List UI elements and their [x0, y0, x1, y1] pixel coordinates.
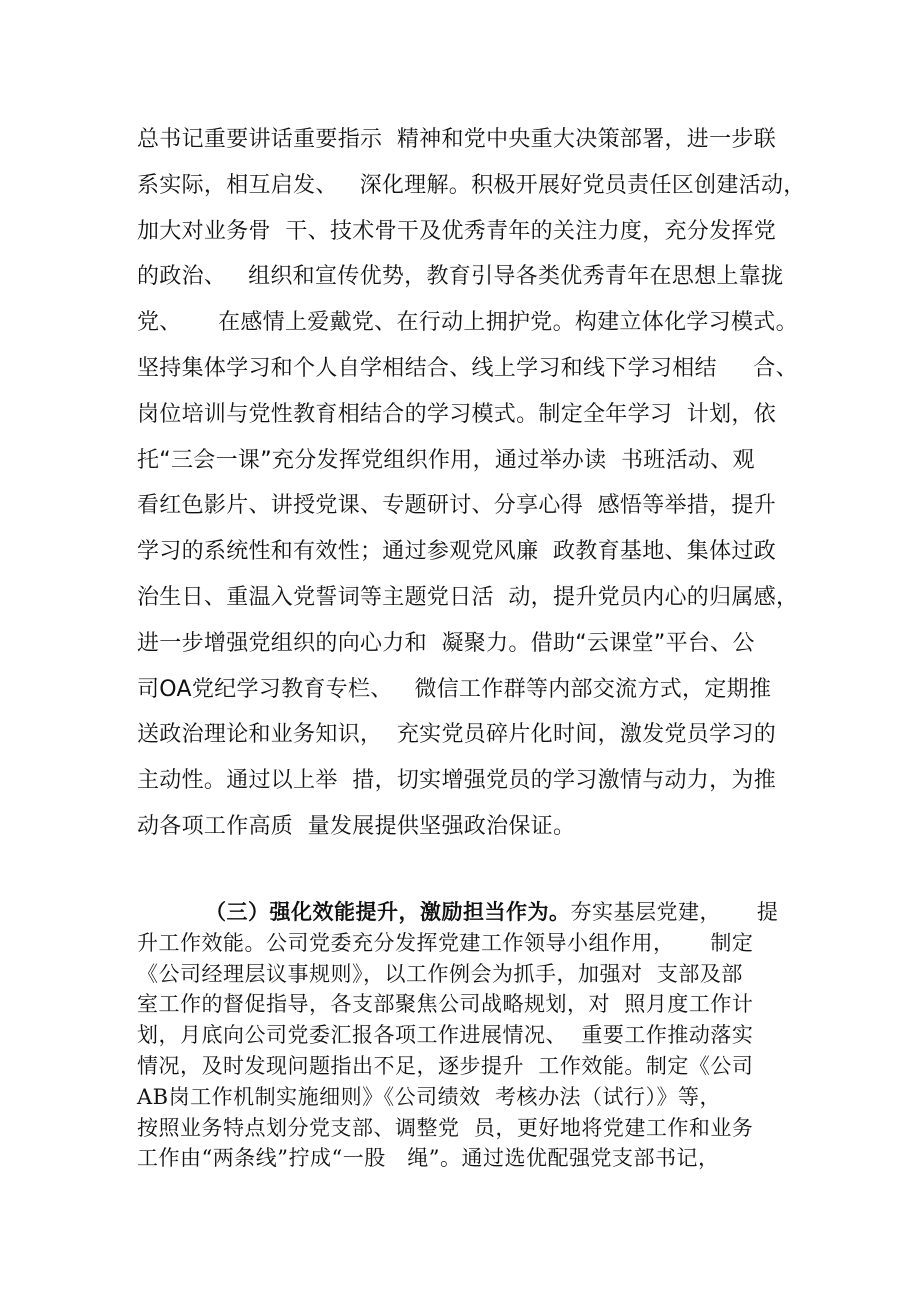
text-line: 工作由“两条线”拧成“一股 绳”。通过选优配强党支部书记， — [137, 1146, 720, 1171]
text-line: 按照业务特点划分党支部、调整党 员，更好地将党建工作和业务 — [137, 1115, 754, 1140]
text-line: 《公司经理层议事规则》，以工作例会为抓手，加强对 支部及部 — [137, 961, 743, 986]
text-line: 党、 在感情上爱戴党、在行动上拥护党。构建立体化学习模式。 — [137, 310, 798, 336]
text-line: 加大对业务骨 干、技术骨干及优秀青年的关注力度，充分发挥党 — [137, 218, 776, 244]
text-line: 司OA党纪学习教育专栏、 微信工作群等内部交流方式，定期推 — [137, 676, 772, 702]
text-line: 室工作的督促指导，各支部聚焦公司战略规划，对 照月度工作计 — [137, 992, 754, 1017]
text-line: 坚持集体学习和个人自学相结合、线上学习和线下学习相结 合、 — [137, 355, 798, 381]
text-line: 系实际，相互启发、 深化理解。积极开展好党员责任区创建活动， — [137, 172, 806, 198]
text-line: 升工作效能。公司党委充分发挥党建工作领导小组作用， 制定 — [137, 930, 754, 955]
text-line: 岗位培训与党性教育相结合的学习模式。制定全年学习 计划，依 — [137, 401, 776, 427]
text-line: 看红色影片、讲授党课、专题研讨、分享心得 感悟等举措，提升 — [137, 493, 776, 519]
text-line: 学习的系统性和有效性；通过参观党风廉 政教育基地、集体过政 — [137, 539, 776, 565]
text-line: 总书记重要讲话重要指示 精神和党中央重大决策部署，进一步联 — [137, 127, 776, 152]
text-line: 进一步增强党组织的向心力和 凝聚力。借助“云课堂”平台、公 — [137, 630, 755, 656]
text-line: 动各项工作高质 量发展提供坚强政治保证。 — [137, 813, 576, 839]
text-line: 情况，及时发现问题指出不足，逐步提升 工作效能。制定《公司 — [137, 1053, 754, 1078]
text-line: 治生日、重温入党誓词等主题党日活 动，提升党员内心的归属感， — [137, 584, 799, 610]
text-line: 划，月底向公司党委汇报各项工作进展情况、 重要工作推动落实 — [137, 1023, 754, 1048]
paragraph-efficiency — [137, 897, 827, 1174]
text-line: AB岗工作机制实施细则》《公司绩效 考核办法（试行）》等， — [137, 1084, 721, 1109]
section-heading: （三）强化效能提升，激励担当作为。 — [205, 900, 571, 924]
text-line: 的政治、 组织和宣传优势，教育引导各类优秀青年在思想上靠拢 — [137, 264, 784, 290]
text-line: 送政治理论和业务知识， 充实党员碎片化时间，激发党员学习的 — [137, 722, 776, 748]
text-line: 主动性。通过以上举 措，切实增强党员的学习激情与动力，为推 — [137, 768, 776, 794]
text-line: 托“三会一课”充分发挥党组织作用，通过举办读 书班活动、观 — [137, 447, 755, 473]
paragraph-study-model — [137, 117, 817, 850]
heading-followup-text: 夯实基层党建， 提 — [570, 900, 779, 924]
text-line-first — [137, 897, 827, 928]
